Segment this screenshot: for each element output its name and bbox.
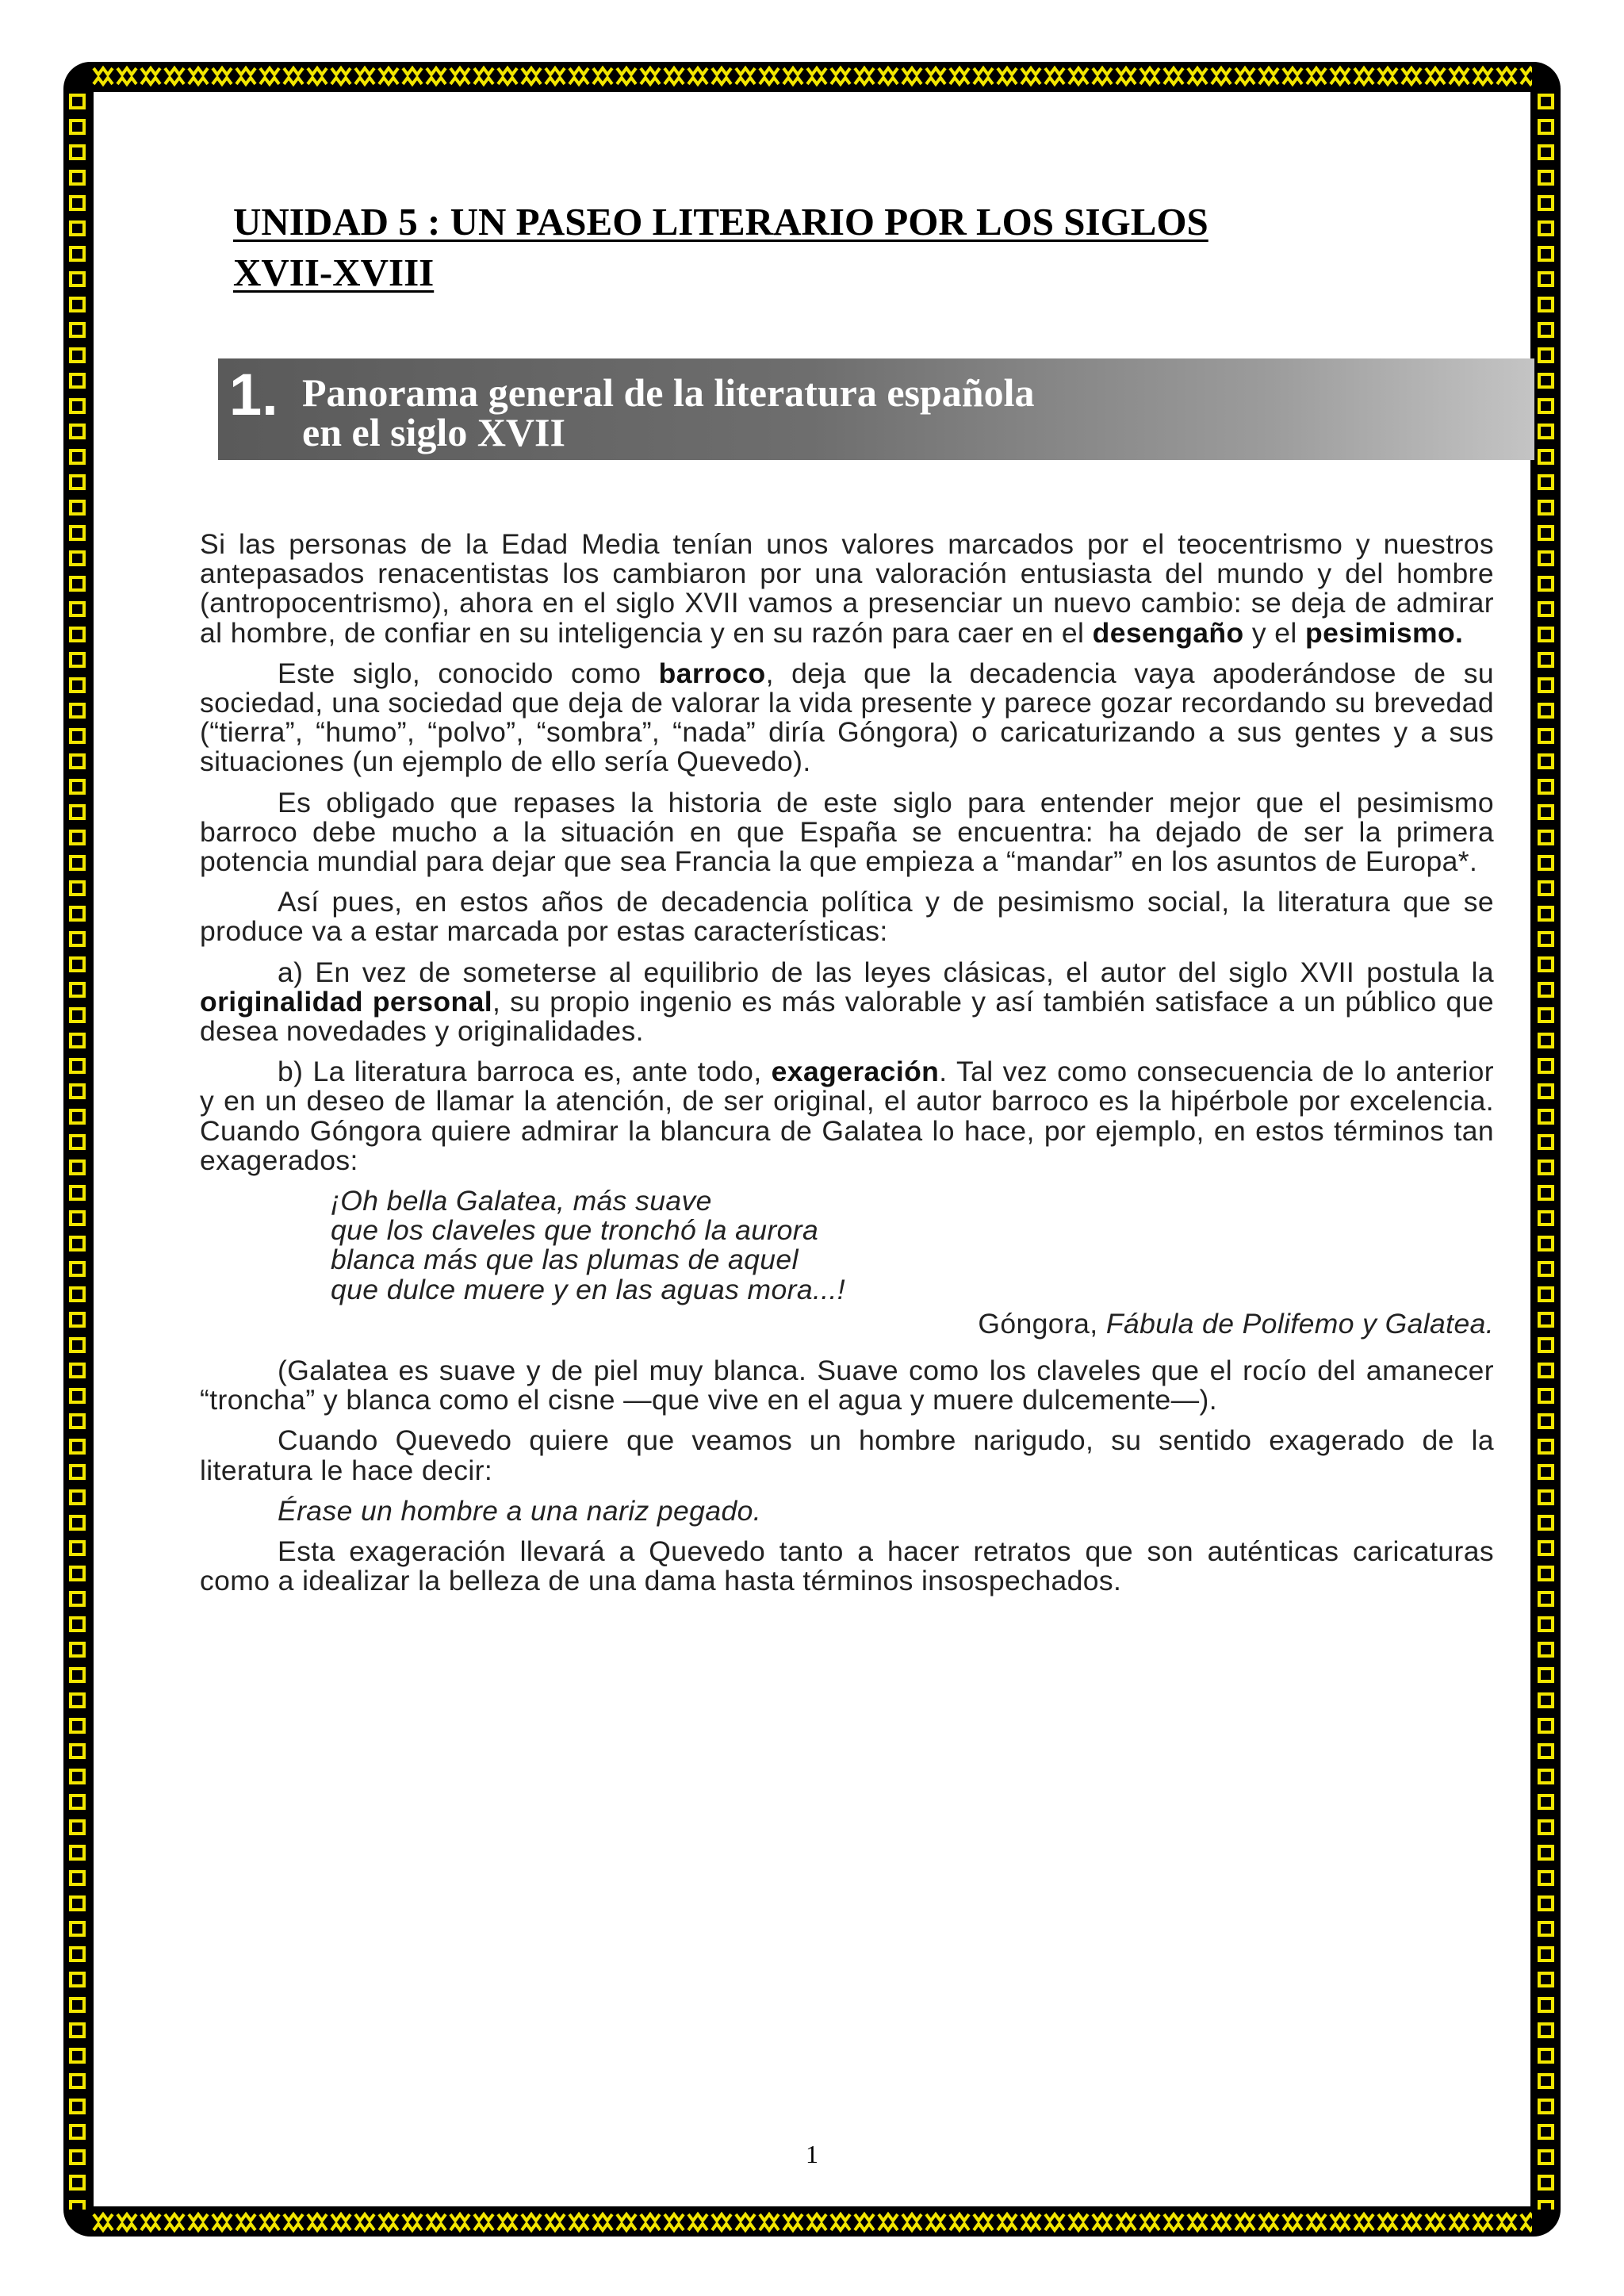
verse-line: ¡Oh bella Galatea, más suave (331, 1185, 712, 1217)
paragraph-4: Así pues, en estos años de decadencia política y de pesimismo social, la literatura que se produce va a estar marcada por estas características: (200, 886, 1494, 948)
border-ornament-top (92, 63, 1532, 89)
border-ornament-left (65, 89, 90, 2210)
unit-title-line-2: XVII-XVIII (233, 251, 435, 294)
verse-block (331, 1186, 1494, 1305)
section-title-line-1: Panorama general de la literatura española (302, 370, 1035, 415)
verse-line: blanca más que las plumas de aquel (331, 1244, 799, 1276)
paragraph-6: b) La literatura barroca es, ante todo, exageración. Tal vez como consecuencia de lo anterior y en un deseo de llamar la atención, de ser original, el autor barroco es la hipérbole por excelencia. Cuando Góngora quiere admirar la blancura de Galatea lo hace, por ejemplo, en estos términos tan exagerados: (200, 1056, 1494, 1176)
quevedo-quote: Érase un hombre a una nariz pegado. (278, 1494, 762, 1527)
paragraph-9: Esta exageración llevará a Quevedo tanto a hacer retratos que son auténticas caricaturas como a idealizar la belleza de una dama hasta términos insospechados. (200, 1535, 1494, 1597)
paragraph-1: Si las personas de la Edad Media tenían unos valores marcados por el teocentrismo y nuestros antepasados renacentistas los cambiaron por una valoración entusiasta del mundo y del hombre (antropocentrismo), ahora en el siglo XVII vamos a presenciar un nuevo cambio: se deja de admirar al hombre, de confiar en su inteligencia y en su razón para caer en el desengaño y el pesimismo. (200, 528, 1494, 649)
paragraph-2: Este siglo, conocido como barroco, deja que la decadencia vaya apoderándose de su sociedad, una sociedad que deja de valorar la vida presente y parece gozar recordando su brevedad (“tierra”, “humo”, “polvo”, “sombra”, “nada” diría Góngora) o caricaturizando a sus gentes y a sus situaciones (un ejemplo de ello sería Quevedo). (200, 657, 1494, 778)
work-title: Fábula de Polifemo y Galatea. (1105, 1307, 1494, 1340)
unit-title (233, 197, 1423, 298)
keyword-barroco: barroco (658, 657, 766, 689)
paragraph-7: (Galatea es suave y de piel muy blanca. Suave como los claveles que el rocío del amanecer “troncha” y blanca como el cisne —que vive en el agua y muere dulcemente—). (200, 1355, 1494, 1416)
verse-line: que dulce muere y en las aguas mora...! (331, 1273, 846, 1305)
keyword-originalidad: originalidad personal (200, 985, 493, 1018)
paragraph-3: Es obligado que repases la historia de este siglo para entender mejor que el pesimismo barroco debe mucho a la situación en que España se encuentra: ha dejado de ser la primera potencia mundial para dejar que sea Francia la que empieza a “mandar” en los asuntos de Europa*. (200, 786, 1494, 878)
body-text (200, 530, 1494, 1608)
unit-title-line-1: UNIDAD 5 : UN PASEO LITERARIO POR LOS SIGLOS (233, 200, 1208, 243)
section-title (302, 370, 1492, 454)
section-number: 1. (229, 362, 278, 427)
keyword-desengano: desengaño (1092, 616, 1244, 649)
verse-attribution: Góngora, Fábula de Polifemo y Galatea. (978, 1307, 1494, 1340)
border-ornament-right (1534, 89, 1559, 2210)
keyword-exageracion: exageración (771, 1056, 940, 1088)
border-ornament-bottom (92, 2210, 1532, 2235)
verse-line: que los claveles que tronchó la aurora (331, 1214, 819, 1247)
keyword-pesimismo: pesimismo. (1304, 616, 1464, 649)
page-number: 1 (806, 2140, 818, 2168)
paragraph-8: Cuando Quevedo quiere que veamos un hombre narigudo, su sentido exagerado de la literatura le hace decir: (200, 1424, 1494, 1486)
section-title-line-2: en el siglo XVII (302, 410, 565, 454)
paragraph-5: a) En vez de someterse al equilibrio de las leyes clásicas, el autor del siglo XVII postula la originalidad personal, su propio ingenio es más valorable y así también satisface a un público que desea novedades y originalidades. (200, 956, 1494, 1048)
section-banner (218, 358, 1534, 460)
